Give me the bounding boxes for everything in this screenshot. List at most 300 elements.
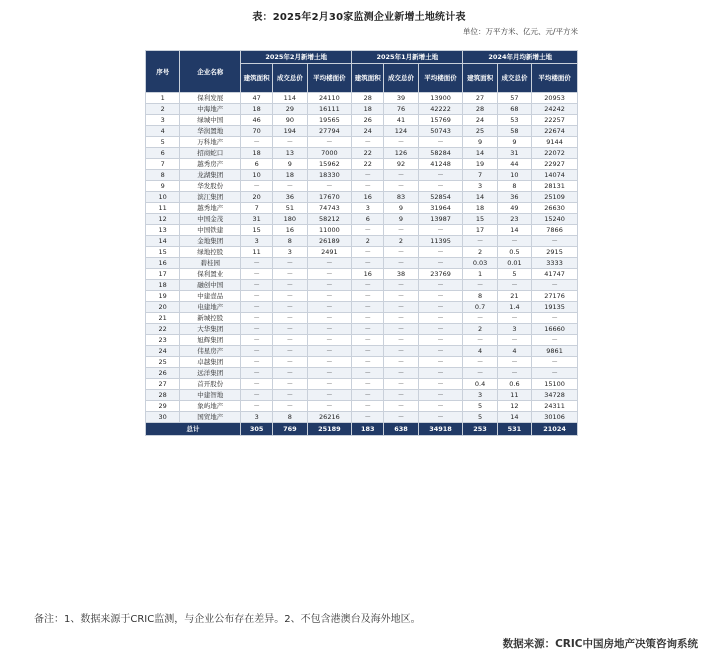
table-cell: －	[418, 368, 463, 379]
row-seq: 6	[146, 148, 180, 159]
table-cell: 15100	[532, 379, 578, 390]
table-cell: 41248	[418, 159, 463, 170]
footnote: 备注：1、数据来源于CRIC监测，与企业公布存在差异。2、不包含港澳台及海外地区。	[34, 614, 421, 625]
table-cell: 180	[273, 214, 307, 225]
row-seq: 18	[146, 280, 180, 291]
company-name: 绿城中国	[180, 115, 241, 126]
header-group-feb2025: 2025年2月新增土地	[241, 51, 352, 64]
table-cell: 18330	[307, 170, 352, 181]
table-cell: －	[352, 258, 384, 269]
table-cell: 10	[497, 170, 531, 181]
table-cell: 58284	[418, 148, 463, 159]
total-cell: 305	[241, 423, 273, 436]
table-cell: 19565	[307, 115, 352, 126]
table-cell: 5	[463, 412, 497, 423]
row-seq: 17	[146, 269, 180, 280]
table-row	[146, 357, 578, 368]
table-cell: 13	[273, 148, 307, 159]
total-cell: 531	[497, 423, 531, 436]
table-cell: －	[384, 324, 418, 335]
table-cell: 9	[384, 203, 418, 214]
table-row	[146, 379, 578, 390]
table-cell: 4	[463, 346, 497, 357]
company-name: 电建地产	[180, 302, 241, 313]
table-cell: －	[418, 137, 463, 148]
table-cell: －	[384, 357, 418, 368]
company-name: 碧桂园	[180, 258, 241, 269]
table-cell: 57	[497, 93, 531, 104]
header-seq: 序号	[146, 51, 180, 93]
table-cell: 10	[241, 170, 273, 181]
row-seq: 26	[146, 368, 180, 379]
table-cell: －	[241, 379, 273, 390]
row-seq: 10	[146, 192, 180, 203]
table-cell: －	[273, 368, 307, 379]
table-cell: －	[273, 401, 307, 412]
table-cell: 2	[384, 236, 418, 247]
table-cell: －	[352, 225, 384, 236]
table-cell: 8	[273, 412, 307, 423]
table-cell: －	[307, 269, 352, 280]
total-cell: 253	[463, 423, 497, 436]
data-source: 数据来源：CRIC中国房地产决策咨询系统	[502, 638, 698, 650]
table-cell: 25109	[532, 192, 578, 203]
table-cell: －	[418, 324, 463, 335]
table-cell: －	[352, 137, 384, 148]
header-group-jan2025: 2025年1月新增土地	[352, 51, 463, 64]
table-row	[146, 214, 578, 225]
table-cell: －	[532, 335, 578, 346]
table-cell: 22	[352, 159, 384, 170]
table-cell: －	[497, 313, 531, 324]
table-cell: 47	[241, 93, 273, 104]
row-seq: 9	[146, 181, 180, 192]
table-cell: －	[352, 357, 384, 368]
table-row	[146, 236, 578, 247]
table-cell: 18	[241, 104, 273, 115]
table-cell: －	[273, 324, 307, 335]
table-cell: －	[384, 170, 418, 181]
table-cell: －	[273, 137, 307, 148]
table-cell: －	[273, 390, 307, 401]
table-row	[146, 335, 578, 346]
company-name: 滨江集团	[180, 192, 241, 203]
table-cell: －	[352, 390, 384, 401]
table-cell: 13987	[418, 214, 463, 225]
header-price: 成交总价	[384, 64, 418, 93]
table-cell: －	[241, 401, 273, 412]
table-cell: 0.6	[497, 379, 531, 390]
table-cell: 30106	[532, 412, 578, 423]
table-row	[146, 93, 578, 104]
row-seq: 15	[146, 247, 180, 258]
table-cell: 0.5	[497, 247, 531, 258]
table-cell: －	[273, 269, 307, 280]
table-cell: 6	[352, 214, 384, 225]
company-name: 招商蛇口	[180, 148, 241, 159]
company-name: 中建智地	[180, 390, 241, 401]
table-cell: －	[241, 313, 273, 324]
table-cell: －	[384, 181, 418, 192]
table-cell: －	[497, 280, 531, 291]
company-name: 旭辉集团	[180, 335, 241, 346]
table-cell: 7	[463, 170, 497, 181]
company-name: 象屿地产	[180, 401, 241, 412]
table-cell: 9	[463, 137, 497, 148]
table-cell: 31964	[418, 203, 463, 214]
table-cell: 58	[497, 126, 531, 137]
table-cell: －	[352, 324, 384, 335]
table-cell: 126	[384, 148, 418, 159]
company-name: 中海地产	[180, 104, 241, 115]
table-cell: －	[273, 335, 307, 346]
table-cell: 6	[241, 159, 273, 170]
table-cell: 3	[463, 181, 497, 192]
row-seq: 8	[146, 170, 180, 181]
total-cell: 25189	[307, 423, 352, 436]
company-name: 大华集团	[180, 324, 241, 335]
row-seq: 21	[146, 313, 180, 324]
table-cell: －	[273, 357, 307, 368]
table-cell: －	[352, 401, 384, 412]
table-cell: －	[241, 280, 273, 291]
land-table-wrapper	[145, 50, 578, 436]
row-seq: 12	[146, 214, 180, 225]
table-cell: 15	[463, 214, 497, 225]
table-cell: －	[307, 291, 352, 302]
table-cell: 3333	[532, 258, 578, 269]
table-cell: 2491	[307, 247, 352, 258]
table-cell: 19	[463, 159, 497, 170]
table-cell: －	[307, 137, 352, 148]
table-cell: 27794	[307, 126, 352, 137]
company-name: 中国铁建	[180, 225, 241, 236]
company-name: 保利发展	[180, 93, 241, 104]
table-cell: 22072	[532, 148, 578, 159]
total-cell: 183	[352, 423, 384, 436]
row-seq: 22	[146, 324, 180, 335]
table-cell: 9144	[532, 137, 578, 148]
table-cell: 0.7	[463, 302, 497, 313]
table-cell: 34728	[532, 390, 578, 401]
table-cell: 0.4	[463, 379, 497, 390]
company-name: 绿地控股	[180, 247, 241, 258]
table-cell: 27	[463, 93, 497, 104]
table-cell: －	[241, 181, 273, 192]
table-cell: －	[352, 291, 384, 302]
company-name: 中建壹品	[180, 291, 241, 302]
table-cell: －	[307, 346, 352, 357]
table-cell: 114	[273, 93, 307, 104]
row-seq: 11	[146, 203, 180, 214]
table-cell: 0.01	[497, 258, 531, 269]
row-seq: 19	[146, 291, 180, 302]
table-cell: －	[307, 302, 352, 313]
table-cell: －	[241, 390, 273, 401]
row-seq: 20	[146, 302, 180, 313]
header-price: 成交总价	[497, 64, 531, 93]
company-name: 伟星房产	[180, 346, 241, 357]
table-cell: －	[418, 291, 463, 302]
table-cell: －	[418, 302, 463, 313]
table-cell: －	[418, 170, 463, 181]
table-cell: 39	[384, 93, 418, 104]
table-cell: 28	[463, 104, 497, 115]
table-cell: －	[418, 258, 463, 269]
table-row	[146, 302, 578, 313]
table-cell: 17	[463, 225, 497, 236]
table-row	[146, 170, 578, 181]
table-cell: 2	[463, 324, 497, 335]
table-cell: 7000	[307, 148, 352, 159]
table-cell: －	[273, 379, 307, 390]
table-row	[146, 390, 578, 401]
header-price: 成交总价	[273, 64, 307, 93]
table-cell: 53	[497, 115, 531, 126]
total-row	[146, 423, 578, 436]
table-cell: －	[352, 280, 384, 291]
table-cell: 7866	[532, 225, 578, 236]
table-cell: 14	[497, 412, 531, 423]
company-name: 越秀地产	[180, 203, 241, 214]
table-cell: －	[418, 390, 463, 401]
header-company: 企业名称	[180, 51, 241, 93]
table-cell: －	[463, 313, 497, 324]
table-cell: 27176	[532, 291, 578, 302]
table-cell: 3	[463, 390, 497, 401]
table-cell: 1.4	[497, 302, 531, 313]
table-row	[146, 291, 578, 302]
table-cell: －	[532, 236, 578, 247]
table-cell: －	[352, 346, 384, 357]
table-cell: 18	[241, 148, 273, 159]
table-cell: －	[384, 346, 418, 357]
table-cell: 36	[497, 192, 531, 203]
table-cell: －	[497, 236, 531, 247]
table-cell: －	[463, 280, 497, 291]
table-cell: 26	[352, 115, 384, 126]
table-cell: 21	[497, 291, 531, 302]
table-row	[146, 203, 578, 214]
table-cell: 14	[463, 192, 497, 203]
table-cell: 3	[273, 247, 307, 258]
table-cell: 4	[497, 346, 531, 357]
table-cell: 52854	[418, 192, 463, 203]
table-cell: 9861	[532, 346, 578, 357]
table-cell: 3	[497, 324, 531, 335]
company-name: 新城控股	[180, 313, 241, 324]
table-cell: －	[241, 346, 273, 357]
table-cell: －	[532, 368, 578, 379]
table-cell: －	[418, 357, 463, 368]
table-cell: 11395	[418, 236, 463, 247]
table-cell: 38	[384, 269, 418, 280]
table-row	[146, 280, 578, 291]
table-cell: －	[384, 258, 418, 269]
table-row	[146, 181, 578, 192]
table-cell: －	[463, 335, 497, 346]
table-cell: －	[307, 324, 352, 335]
row-seq: 28	[146, 390, 180, 401]
table-cell: 2915	[532, 247, 578, 258]
table-cell: 3	[352, 203, 384, 214]
table-row	[146, 247, 578, 258]
table-cell: 76	[384, 104, 418, 115]
header-area: 建筑面积	[352, 64, 384, 93]
table-cell: －	[418, 346, 463, 357]
table-cell: －	[241, 291, 273, 302]
table-cell: －	[384, 368, 418, 379]
table-row	[146, 104, 578, 115]
table-cell: 51	[273, 203, 307, 214]
table-cell: 24	[463, 115, 497, 126]
table-cell: 22674	[532, 126, 578, 137]
table-cell: 26630	[532, 203, 578, 214]
table-cell: －	[418, 401, 463, 412]
table-row	[146, 159, 578, 170]
table-cell: 11	[241, 247, 273, 258]
company-name: 保利置业	[180, 269, 241, 280]
total-cell: 769	[273, 423, 307, 436]
company-name: 远洋集团	[180, 368, 241, 379]
table-cell: －	[418, 313, 463, 324]
row-seq: 2	[146, 104, 180, 115]
table-row	[146, 346, 578, 357]
table-cell: －	[241, 357, 273, 368]
table-row	[146, 269, 578, 280]
table-cell: －	[418, 335, 463, 346]
row-seq: 23	[146, 335, 180, 346]
table-cell: －	[463, 357, 497, 368]
header-group-avg2024: 2024年月均新增土地	[463, 51, 578, 64]
table-cell: －	[384, 390, 418, 401]
table-cell: 16660	[532, 324, 578, 335]
table-cell: 42222	[418, 104, 463, 115]
table-cell: 28131	[532, 181, 578, 192]
table-cell: －	[273, 313, 307, 324]
table-cell: －	[384, 401, 418, 412]
table-cell: 194	[273, 126, 307, 137]
table-cell: 22927	[532, 159, 578, 170]
row-seq: 1	[146, 93, 180, 104]
table-title: 表：2025年2月30家监测企业新增土地统计表	[252, 12, 466, 23]
table-cell: 15962	[307, 159, 352, 170]
total-cell: 638	[384, 423, 418, 436]
company-name: 万科地产	[180, 137, 241, 148]
table-cell: －	[307, 258, 352, 269]
table-cell: 19135	[532, 302, 578, 313]
table-row	[146, 313, 578, 324]
table-cell: －	[497, 335, 531, 346]
table-cell: 23	[497, 214, 531, 225]
table-cell: 36	[273, 192, 307, 203]
table-cell: 5	[497, 269, 531, 280]
company-name: 华润置地	[180, 126, 241, 137]
table-cell: －	[384, 302, 418, 313]
table-cell: 16	[352, 192, 384, 203]
table-cell: 31	[497, 148, 531, 159]
table-cell: 16	[273, 225, 307, 236]
table-cell: －	[384, 225, 418, 236]
table-cell: 41	[384, 115, 418, 126]
table-cell: 15	[241, 225, 273, 236]
table-cell: －	[307, 379, 352, 390]
table-cell: －	[352, 181, 384, 192]
table-cell: －	[532, 313, 578, 324]
table-cell: －	[352, 368, 384, 379]
row-seq: 30	[146, 412, 180, 423]
table-cell: －	[532, 280, 578, 291]
table-cell: 3	[241, 412, 273, 423]
row-seq: 16	[146, 258, 180, 269]
table-cell: －	[273, 302, 307, 313]
table-cell: 23769	[418, 269, 463, 280]
header-unit-price: 平均楼面价	[418, 64, 463, 93]
table-cell: 68	[497, 104, 531, 115]
table-cell: 44	[497, 159, 531, 170]
table-cell: －	[307, 390, 352, 401]
table-cell: 17670	[307, 192, 352, 203]
table-cell: －	[384, 379, 418, 390]
table-cell: －	[352, 170, 384, 181]
table-cell: 46	[241, 115, 273, 126]
table-cell: 26189	[307, 236, 352, 247]
table-cell: 74743	[307, 203, 352, 214]
table-cell: 14074	[532, 170, 578, 181]
table-cell: －	[384, 291, 418, 302]
table-cell: 24110	[307, 93, 352, 104]
table-cell: 7	[241, 203, 273, 214]
table-cell: －	[241, 335, 273, 346]
total-cell: 34918	[418, 423, 463, 436]
table-cell: －	[384, 335, 418, 346]
table-cell: 90	[273, 115, 307, 126]
company-name: 首开股份	[180, 379, 241, 390]
table-cell: －	[418, 379, 463, 390]
table-cell: 24242	[532, 104, 578, 115]
table-cell: 24	[352, 126, 384, 137]
row-seq: 27	[146, 379, 180, 390]
table-cell: －	[307, 368, 352, 379]
table-cell: 18	[463, 203, 497, 214]
table-row	[146, 258, 578, 269]
table-cell: 11000	[307, 225, 352, 236]
table-cell: 13900	[418, 93, 463, 104]
row-seq: 14	[146, 236, 180, 247]
table-cell: 24311	[532, 401, 578, 412]
table-cell: －	[384, 313, 418, 324]
table-cell: －	[307, 181, 352, 192]
table-row	[146, 148, 578, 159]
table-cell: 9	[384, 214, 418, 225]
table-row	[146, 368, 578, 379]
header-area: 建筑面积	[241, 64, 273, 93]
unit-label: 单位：万平方米、亿元、元/平方米	[462, 27, 578, 36]
table-cell: 124	[384, 126, 418, 137]
table-cell: －	[418, 280, 463, 291]
table-cell: －	[352, 313, 384, 324]
table-cell: 9	[497, 137, 531, 148]
table-cell: 15769	[418, 115, 463, 126]
header-unit-price: 平均楼面价	[307, 64, 352, 93]
table-cell: －	[273, 181, 307, 192]
table-cell: －	[384, 137, 418, 148]
table-cell: 58212	[307, 214, 352, 225]
table-cell: －	[418, 181, 463, 192]
row-seq: 3	[146, 115, 180, 126]
table-cell: 14	[497, 225, 531, 236]
table-row	[146, 115, 578, 126]
